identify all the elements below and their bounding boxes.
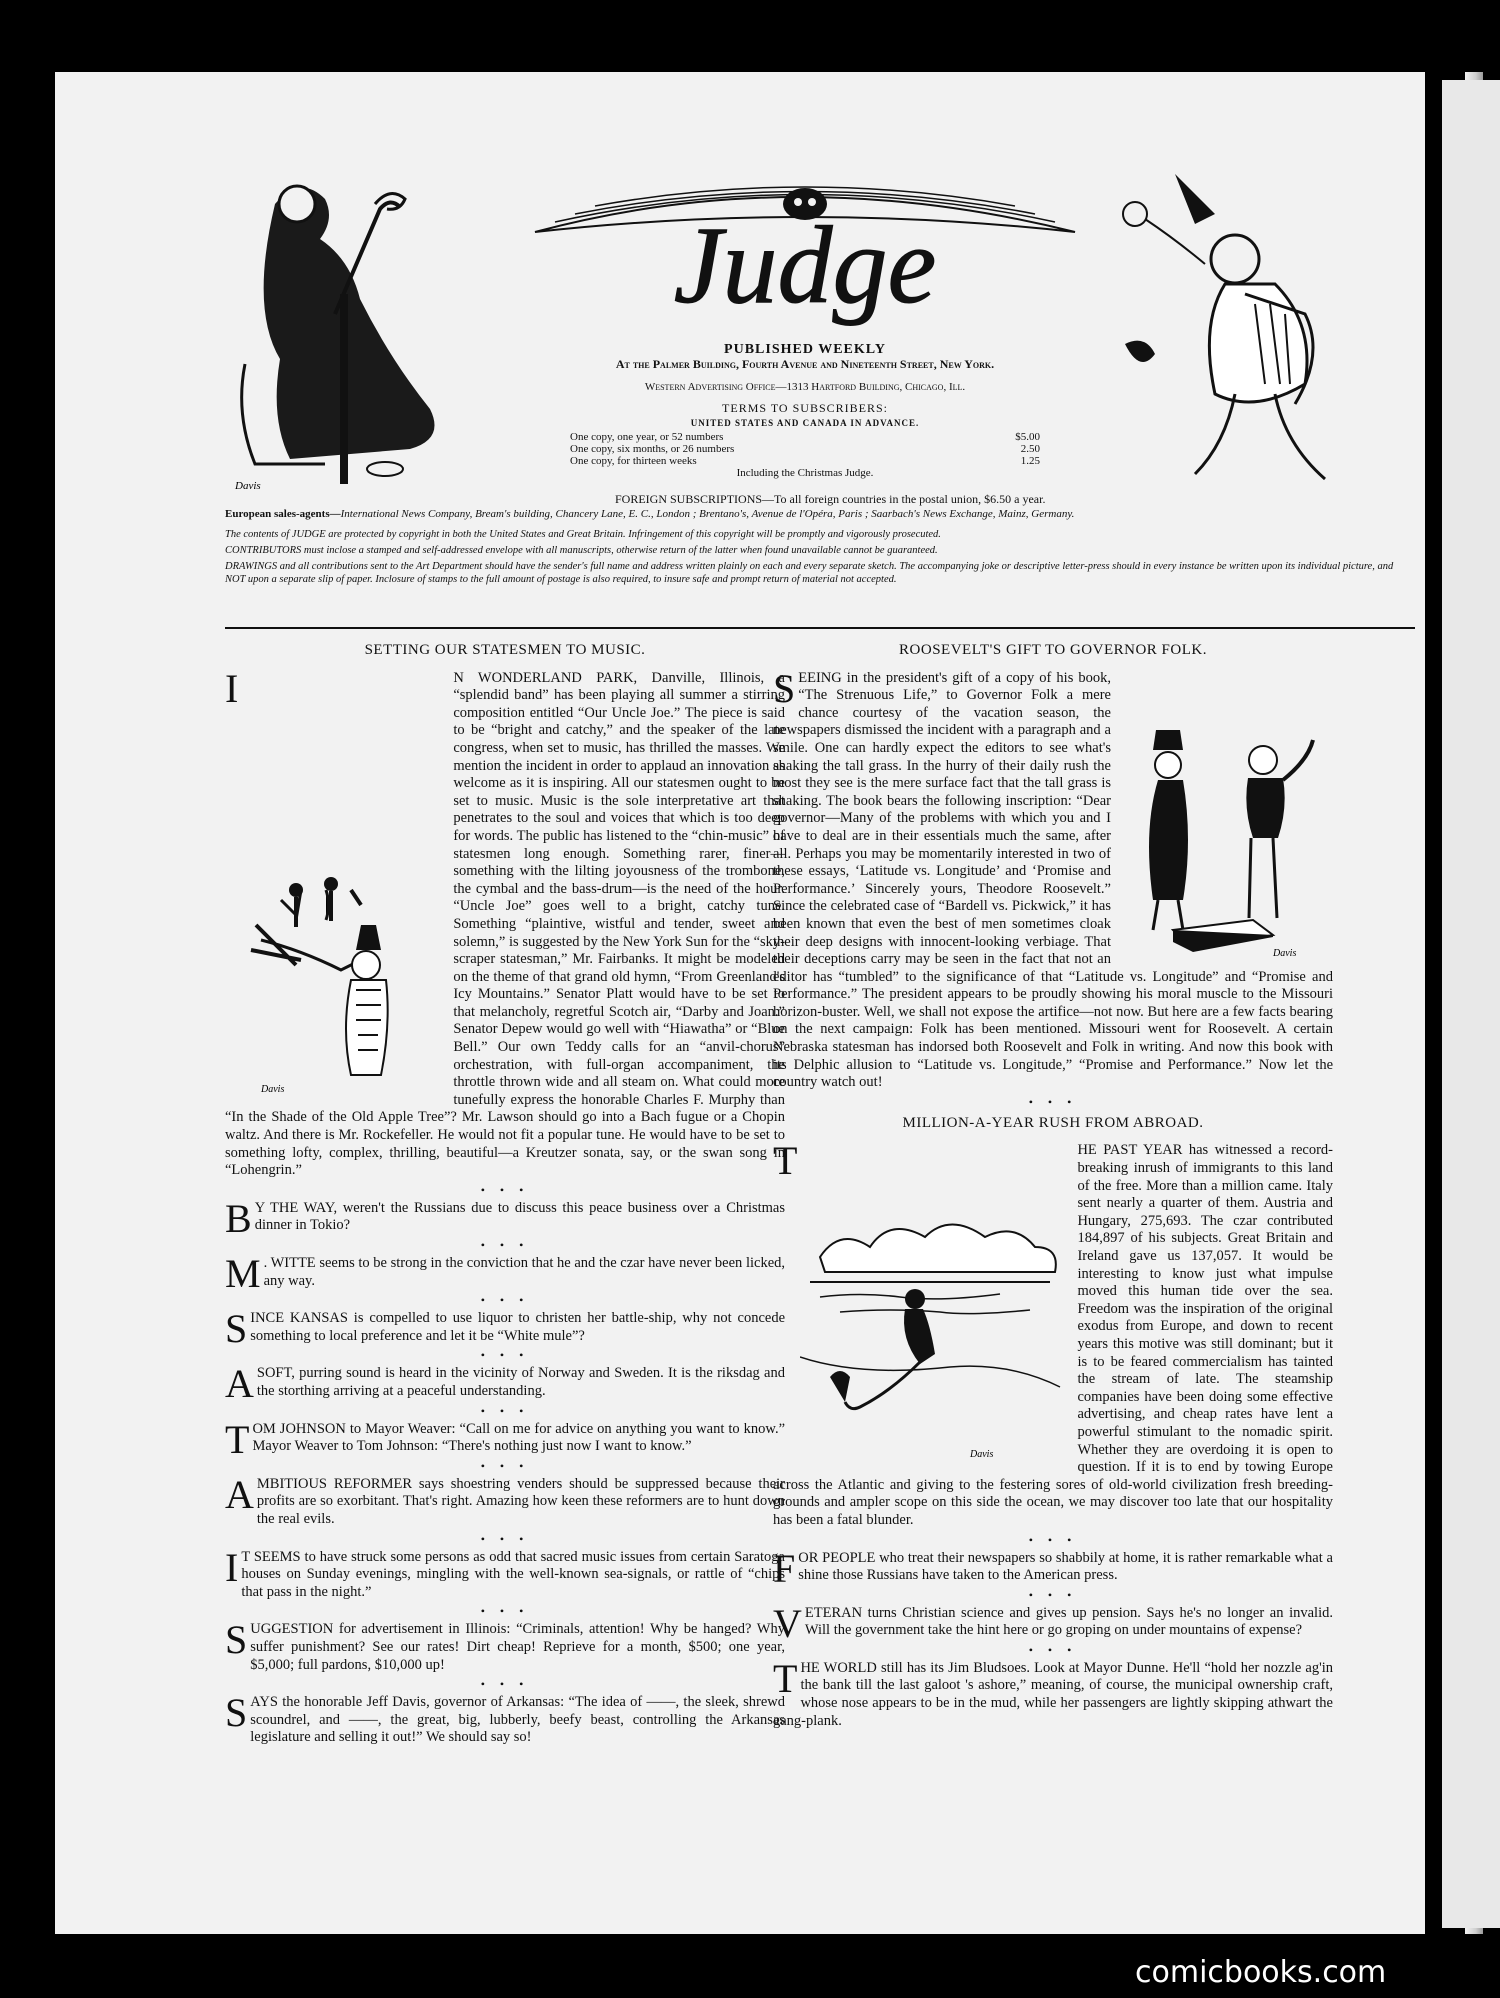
drop-cap: I [225,1544,239,1590]
drop-cap: T [773,1138,798,1184]
paragraph-item: I T SEEMS to have struck some persons as odd that sacred music issues from certain Saratoga houses on Sunday evenings, mingling with the well-known sea-signals, or rattle of “chips that pass in the night.” [225,1544,785,1600]
separator-dots: • • • [480,1403,530,1418]
masthead [55,72,1425,585]
paragraph-item: SAYS the honorable Jeff Davis, governor of Arkansas: “The idea of ——, the sleek, shrewd scoundrel, and ——, the great, big, lubberly, beefy beast, controlling the Arkansas legislature and selling it out!” We should say so! [225,1690,785,1746]
terms-title: TERMS TO SUBSCRIBERS: [722,401,888,415]
drop-cap: T [225,1416,250,1462]
separator-dots: • • • [480,1458,530,1473]
drop-cap: T [773,1655,798,1701]
paragraph-item: TOM JOHNSON to Mayor Weaver: “Call on me for advice on anything you want to know.” Mayor Weaver to Tom Johnson: “There's nothing just now I want to know.” [225,1416,786,1462]
drop-cap: V [773,1600,802,1646]
paragraph-item: SINCE KANSAS is compelled to use liquor to christen her battle-ship, why not concede something to local preference and let it be “White mule”? [225,1306,786,1352]
drop-cap: I [225,665,239,711]
judge-logo [495,162,1115,332]
rate-row: One copy, for thirteen weeks 1.25 [570,455,1040,467]
rate-row: One copy, six months, or 26 numbers 2.50 [570,443,1040,455]
separator-dots: • • • [480,1348,530,1363]
separator-dots: • • • [480,1677,530,1692]
headline-roosevelt-gift: ROOSEVELT'S GIFT TO GOVERNOR FOLK. [899,642,1207,658]
right-paragraph-list [773,1533,1333,1731]
watermark: comicbooks.com [1135,1955,1387,1990]
publication-info [485,342,1125,479]
svg-text:Davis: Davis [970,1449,994,1461]
drop-cap: S [225,1617,248,1663]
header-rule [225,627,1415,629]
cartoon-seated-figure [215,164,475,494]
separator-dots: • • • [480,1293,530,1308]
svg-text:Davis: Davis [261,1083,285,1095]
separator-dots: • • • [480,1531,530,1546]
paragraph-item: THE WORLD still has its Jim Bludsoes. Look at Mayor Dunne. He'll “hold her nozzle ag'in the bank till the last galoot 's ashore,” meaning, of course, the municipal ownership craft, whose nose appears to be in the mud, while her passengers are lightly skipping athwart the gang-plank. [773,1655,1333,1729]
drop-cap: B [225,1195,252,1241]
paragraph-item: FOR PEOPLE who treat their newspapers so shabbily at home, it is rather remarkable what a shine those Russians have taken to the American press. [773,1545,1333,1591]
separator-dots: • • • [1028,1642,1078,1657]
article-statesmen-music: I N WONDERLAND PARK, Davis Danville, Illinois, a “splendid band” has been playing all summer a stirring composition entitled “Our Uncle Joe.” The piece is said to be “bright and catchy,” and the speaker of the late congress, when set to music, has thrilled the masses. We mention the incident in order to applaud an innovation as welcome as it is inspiring. All our statesmen ought to be set to music. Music is the sole interpretative art that penetrates to the soul and voices that which is too deep for words. The public has listened to the “chin-music” of statesmen long enough. Something rarer, finer—something with the lilting joyousness of the trombone, the cymbal and the bass-drum—is the need of the hour. “Uncle Joe” goes well to a bright, catchy tune. Something “plaintive, wistful and tender, sweet and solemn,” is suggested by the New York Sun for the “sky-scraper statesman,” Mr. Fairbanks. It might be modeled on the theme of that grand old hymn, “From Greenland's Icy Mountains.” Senator Platt would have to be set to that melancholy, regretful Scotch air, “Darby and Joan.” Senator Depew would go well with “Hiawatha” or “Blue Bell.” Our own Teddy calls for an “anvil-chorus” orchestration, with full-organ accompaniment, the throttle thrown wide and all steam on. What could more tunefully express the honorable Charles F. Murphy than “In the Shade of the Old Apple Tree”? Mr. Lawson should go into a Bach fugue or a Chopin waltz. And there is Mr. Rockefeller. He would not fit a popular tune. He would have to be set to something lofty, complex, thrilling, beautiful—a Kreutzer sonata, say, or the swan song in “Lohengrin.” [225,665,785,1179]
drop-cap: A [225,1471,254,1517]
drop-cap: A [225,1361,254,1407]
paragraph-item: M . WITTE seems to be strong in the conviction that he and the czar have never been licked, any way. [225,1251,785,1296]
paragraph-item: SUGGESTION for advertisement in Illinois: “Criminals, attention! Why be hanged? Why suffer punishment? See our rates! Dirt cheap! Reprieve for a month, $500; one year, $5,000; full pardons, $10,000 up! [225,1617,785,1673]
including-note: Including the Christmas Judge. [736,467,874,479]
right-column [773,642,1333,1730]
magazine-page [55,72,1425,1934]
drop-cap: F [773,1545,796,1591]
cartoon-roosevelt-folk [1123,730,1333,960]
paragraph-item: A SOFT, purring sound is heard in the vicinity of Norway and Sweden. It is the riksdag and the storthing arriving at a peaceful understanding. [225,1361,785,1407]
foreign-subscriptions: FOREIGN SUBSCRIPTIONS—To all foreign countries in the postal union, $6.50 a year. [615,492,1046,506]
svg-text:Judge: Judge [673,204,937,326]
paragraph-item: VETERAN turns Christian science and gives up pension. Says he's no longer an invalid. Will the government take the hint here or go groping on under mountains of expense? [773,1600,1333,1646]
binding-gutter [1430,72,1442,1934]
cartoon-immigrant-rush [800,1217,1065,1467]
drop-cap: S [225,1690,248,1736]
drawings-notice: DRAWINGS and all contributions sent to the Art Department should have the sender's full name and address written plainly on each and every separate sketch. The accompanying joke or descriptive letter-press should in every instance be written upon its individual picture, and NOT upon a separate slip of paper. Inclosure of stamps to the full amount of postage is also required, to insure safe and prompt return of material not accepted. [225,561,1394,585]
copyright-notice: The contents of JUDGE are protected by copyright in both the United States and Great Britain. Infringement of this copyright will be promptly and vigorously prosecuted. [225,529,941,540]
separator-dots: • • • [1028,1094,1078,1109]
svg-text:Davis: Davis [235,480,261,492]
headline-statesmen-music: SETTING OUR STATESMEN TO MUSIC. [364,642,646,658]
article-million-rush: T HE PAST YEAR Davis has witnessed a record-breaking inrush of immigrants to this land of the free. More than a million came. Italy sent nearly a quarter of them. Austria and Hungary, 275,693. The czar contributed 184,897 of his subjects. Great Britain and Ireland gave us 137,057. It would be interesting to know just what impulse moved this human tide over the sea. Freedom was the inspiration of the original exodus from Europe, and down to recent years this motive was still dominant; but it is to be feared commercialism has tainted the stream of late. The steamship companies have been doing some effective advertising, and cheap rates have lent a powerful stimulant to the nomadic spirit. Whether they are overdoing it is open to question. If it is to end by towing Europe across the Atlantic and giving to the festering sores of old-world civilization fresh breeding-grounds and ampler scope on this side the ocean, we may discover too late that our hospitality has been a fatal blunder. [773,1138,1333,1528]
paragraph-item: AMBITIOUS REFORMER says shoestring venders should be suppressed because their profits are so exorbitant. That's right. Amazing how keen these reformers are to hunt down the real evils. [225,1471,785,1527]
drop-cap: M [225,1251,261,1296]
left-column [225,642,785,1747]
contributors-notice: CONTRIBUTORS must inclose a stamped and self-addressed envelope with all manuscripts, otherwise return of the latter when found unavailable cannot be guaranteed. [225,545,938,556]
rate-row: One copy, one year, or 52 numbers $5.00 [570,431,1040,443]
separator-dots: • • • [480,1238,530,1252]
paragraph-item: B Y THE WAY, weren't the Russians due to discuss this peace business over a Christmas dinner in Tokio? [225,1195,785,1241]
separator-dots: • • • [1028,1587,1078,1602]
office-address: At the Palmer Building, Fourth Avenue and Nineteenth Street, New York. [615,357,995,371]
facing-page-edge [1442,80,1500,1928]
cartoon-uncle-sam-trombone [241,870,441,1100]
headline-million-rush: MILLION-A-YEAR RUSH FROM ABROAD. [902,1114,1204,1131]
drop-cap: S [225,1306,248,1352]
cartoon-jester [1105,154,1365,504]
separator-dots: • • • [480,1182,530,1197]
article-roosevelt-gift: SEEING Davis in the president's gift of a copy of his book, “The Strenuous Life,” to Governor Folk a mere chance courtesy of the vacation season, the newspapers dismissed the incident with a paragraph and a smile. One can hardly expect the editors to see what's shaking the tall grass. In the hurry of their daily rush the most they see is the mere surface fact that the tall grass is shaking. The book bears the following inscription: “Dear governor—Many of the problems with which you and I have to deal are in their essentials much the same, after all. Perhaps you may be momentarily interested in two of these essays, ‘Latitude vs. Longitude’ and ‘Promise and Performance.’ Sincerely yours, Theodore Roosevelt.” Since the celebrated case of “Bardell vs. Pickwick,” it has been known that even the best of men sometimes cloak their deep designs with innocent-looking verbiage. That their deceptions carry may be seen in the fact that not an editor has “tumbled” to the significance of that “Latitude vs. Longitude” and “Promise and Performance.” The president appears to be proudly showing his moral muscle to the Missouri horizon-buster. Well, we shall not expose the artifice—not now. But here are a few facts bearing on the next campaign: Folk has been mentioned. Missouri went for Roosevelt. A certain Nebraska statesman has indorsed both Roosevelt and Folk in writing. And now this book with its Delphic allusion to “Latitude vs. Longitude,” “Promise and Performance.” Now let the country watch out! [773,665,1333,1091]
svg-text:Davis: Davis [1273,947,1297,959]
separator-dots: • • • [1028,1532,1078,1547]
terms-region: UNITED STATES AND CANADA IN ADVANCE. [690,418,920,428]
european-agents: European sales-agents—International News Company, Bream's building, Chancery Lane, E. C., London ; Brentano's, Avenue de l'Opéra, Paris ; Saarbach's News Exchange, Mainz, Germany. [225,508,1075,520]
left-paragraph-list [225,1183,785,1747]
drop-cap: S [773,665,796,711]
separator-dots: • • • [480,1604,530,1619]
rate-list [570,431,1040,479]
western-office: Western Advertising Office—1313 Hartford Building, Chicago, Ill. [644,381,966,393]
published-weekly: PUBLISHED WEEKLY [724,342,886,357]
